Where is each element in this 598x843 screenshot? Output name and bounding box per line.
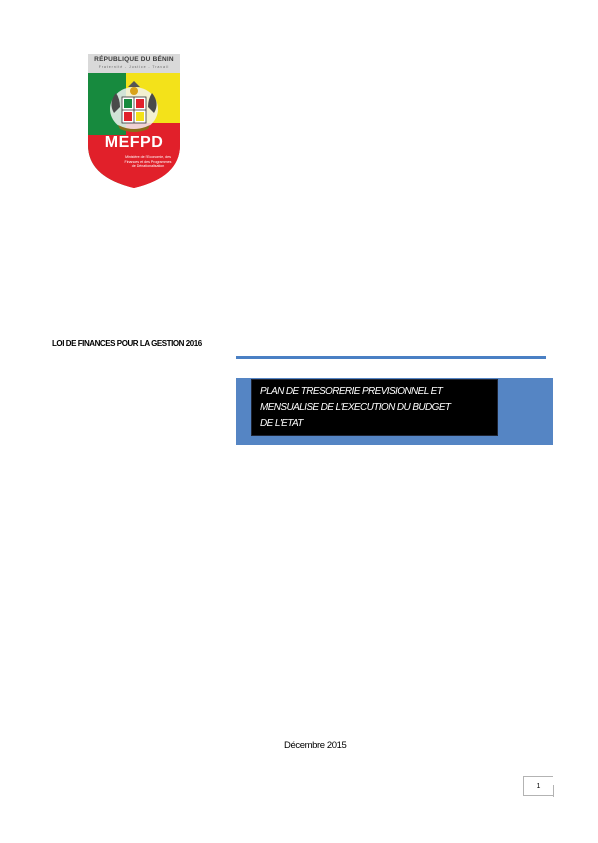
law-title: LOI DE FINANCES POUR LA GESTION 2016 <box>52 339 202 348</box>
logo-ministry-line: Ministère de l'Economie, des <box>125 155 171 159</box>
plan-title-line: PLAN DE TRESORERIE PREVISIONNEL ET <box>260 386 443 397</box>
logo-country: RÉPUBLIQUE DU BÉNIN <box>94 56 174 63</box>
page-number: 1 <box>523 776 553 796</box>
document-date: Décembre 2015 <box>284 740 347 751</box>
logo-ministry-name <box>120 155 176 169</box>
logo-motto: Fraternité - Justice - Travail <box>98 65 170 69</box>
plan-title-line: DE L'ETAT <box>260 418 303 429</box>
logo-ministry-line: de Dénationalisation <box>131 164 165 169</box>
ministry-logo <box>88 54 180 188</box>
plan-title-box <box>251 379 498 436</box>
coat-of-arms-shield <box>88 73 180 188</box>
title-rule <box>236 356 546 359</box>
logo-header <box>88 54 180 73</box>
logo-ministry-line: Finances et des Programmes <box>124 159 172 164</box>
plan-title-line: MENSUALISE DE L'EXECUTION DU BUDGET <box>260 402 451 413</box>
logo-acronym: MEFPD <box>104 134 164 151</box>
